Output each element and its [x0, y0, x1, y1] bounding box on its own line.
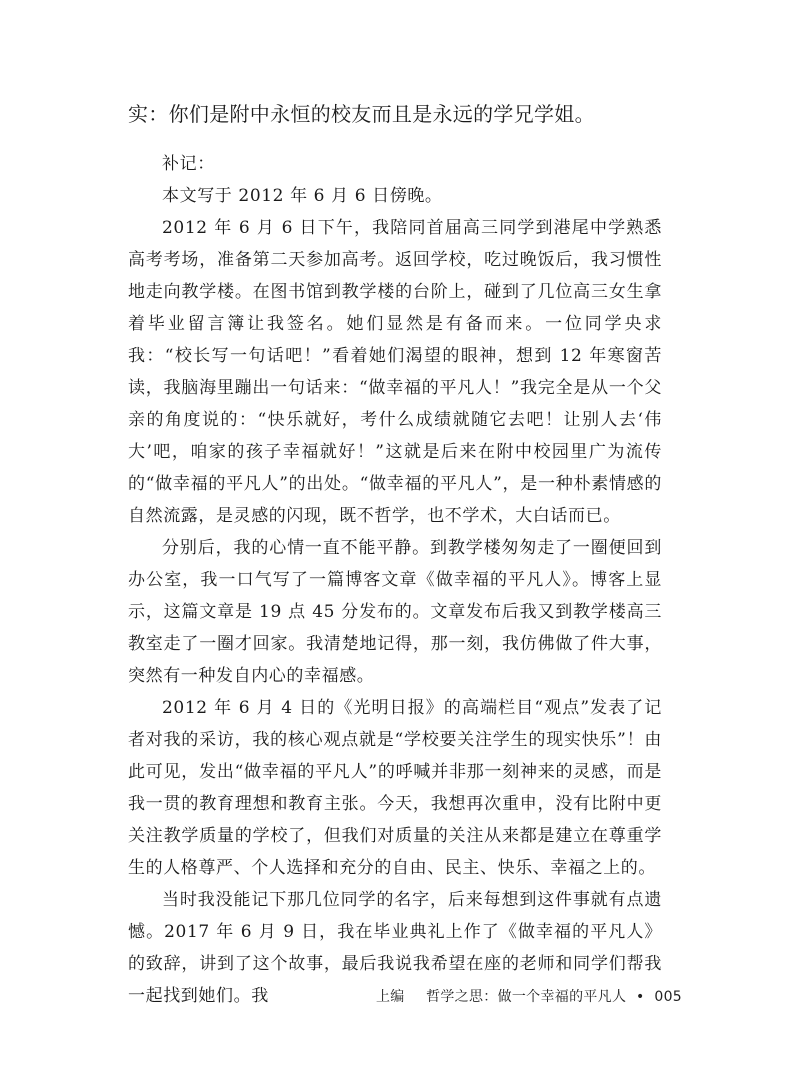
- paragraph-graduation: 当时我没能记下那几位同学的名字，后来每想到这件事就有点遗憾。2017 年 6 月 9 日，我在毕业典礼上作了《做幸福的平凡人》的致辞，讲到了这个故事，最后我说我希望在座的老师和同学们帮我一起找到她们。我: [128, 890, 662, 1006]
- paragraph-date-note: 本文写于 2012 年 6 月 6 日傍晚。: [162, 186, 443, 206]
- paragraph-story: 2012 年 6 月 6 日下午，我陪同首届高三同学到港尾中学熟悉高考考场，准备第二天参加高考。返回学校，吃过晚饭后，我习惯性地走向教学楼。在图书馆到教学楼的台阶上，碰到了几位高三女生拿着毕业留言簿让我签名。她们显然是有备而来。一位同学央求我：“校长写一句话吧！”看着她们渴望的眼神，想到 12 年寒窗苦读，我脑海里蹦出一句话来：“做幸福的平凡人！”我完全是从一个父亲的角度说的：“快乐就好，考什么成绩就随它去吧！让别人去‘伟大’吧，咱家的孩子幸福就好！”这就是后来在附中校园里广为流传的“做幸福的平凡人”的出处。“做幸福的平凡人”，是一种朴素情感的自然流露，是灵感的闪现，既不哲学，也不学术，大白话而已。: [128, 218, 662, 526]
- paragraph-interview: 2012 年 6 月 4 日的《光明日报》的高端栏目“观点”发表了记者对我的采访，我的核心观点就是“学校要关注学生的现实快乐”！由此可见，发出“做幸福的平凡人”的呼喊并非那一刻神来的灵感，而是我一贯的教育理想和教育主张。今天，我想再次重申，没有比附中更关注教学质量的学校了，但我们对质量的关注从来都是建立在尊重学生的人格尊严、个人选择和充分的自由、民主、快乐、幸福之上的。: [128, 698, 662, 878]
- paragraph-blog: 分别后，我的心情一直不能平静。到教学楼匆匆走了一圈便回到办公室，我一口气写了一篇博客文章《做幸福的平凡人》。博客上显示，这篇文章是 19 点 45 分发布的。文章发布后我又到教学楼高三教室走了一圈才回家。我清楚地记得，那一刻，我仿佛做了件大事，突然有一种发自内心的幸福感。: [128, 538, 662, 686]
- footer-part: 上编: [375, 989, 405, 1005]
- running-footer: [376, 986, 682, 1006]
- continued-sentence: 实：你们是附中永恒的校友而且是永远的学兄学姐。: [128, 102, 595, 126]
- page-number: 005: [654, 989, 682, 1005]
- page-body: [128, 100, 662, 1012]
- footer-section-title: 哲学之思：做一个幸福的平凡人: [426, 989, 627, 1005]
- footer-separator: •: [636, 989, 645, 1005]
- paragraph-postscript-heading: 补记：: [162, 154, 215, 174]
